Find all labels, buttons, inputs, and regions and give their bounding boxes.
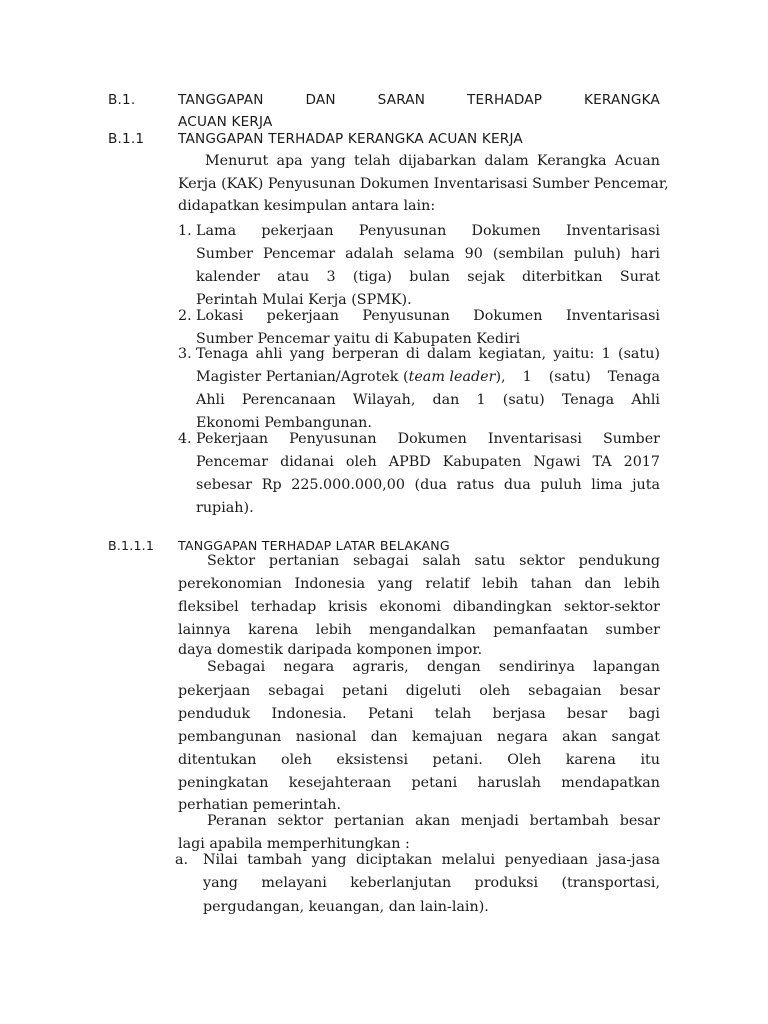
section-title-b11: TANGGAPAN TERHADAP KERANGKA ACUAN KERJA xyxy=(178,131,523,147)
paragraph-line: Menurut apa yang telah dijabarkan dalam Kerangka Acuan xyxy=(205,153,660,169)
paragraph-line: Peranan sektor pertanian akan menjadi bertambah besar xyxy=(207,813,660,829)
paragraph-line: fleksibel terhadap krisis ekonomi dibandingkan sektor-sektor xyxy=(178,599,660,615)
paragraph-line: lagi apabila memperhitungkan : xyxy=(178,836,410,852)
paragraph-line: perhatian pemerintah. xyxy=(178,797,342,813)
list-item-line: Ekonomi Pembangunan. xyxy=(196,415,372,431)
list-item-line: Lokasi pekerjaan Penyusunan Dokumen Inventarisasi xyxy=(196,308,660,324)
list-item-line: Pekerjaan Penyusunan Dokumen Inventarisasi Sumber xyxy=(196,431,660,447)
paragraph-line: didapatkan kesimpulan antara lain: xyxy=(178,198,436,214)
list-letter: a. xyxy=(175,852,189,868)
list-item-line: pergudangan, keuangan, dan lain-lain). xyxy=(203,899,489,915)
list-number: 2. xyxy=(178,308,192,324)
list-number: 4. xyxy=(178,431,192,447)
paragraph-line: Sebagai negara agraris, dengan sendirinya lapangan xyxy=(207,659,660,675)
list-item-line: Pencemar didanai oleh APBD Kabupaten Ngawi TA 2017 xyxy=(196,454,660,470)
list-item-line xyxy=(196,368,660,386)
list-item-line: yang melayani keberlanjutan produksi (transportasi, xyxy=(203,875,660,891)
list-item-line: sebesar Rp 225.000.000,00 (dua ratus dua puluh lima juta xyxy=(196,477,660,493)
paragraph-line: ditentukan oleh eksistensi petani. Oleh karena itu xyxy=(178,752,660,768)
section-number-b1: B.1. xyxy=(108,92,136,108)
paragraph-line: Sektor pertanian sebagai salah satu sektor pendukung xyxy=(207,553,660,569)
paragraph-line: pembangunan nasional dan kemajuan negara akan sangat xyxy=(178,729,660,745)
list-item-line: kalender atau 3 (tiga) bulan sejak diterbitkan Surat xyxy=(196,269,660,285)
list-item-line: rupiah). xyxy=(196,500,254,516)
section-number-b11: B.1.1 xyxy=(108,131,145,147)
paragraph-line: daya domestik daripada komponen impor. xyxy=(178,642,483,658)
list-item-line: Lama pekerjaan Penyusunan Dokumen Inventarisasi xyxy=(196,223,660,239)
list-item-line: Nilai tambah yang diciptakan melalui penyediaan jasa-jasa xyxy=(203,852,660,868)
list-item-line: Tenaga ahli yang berperan di dalam kegiatan, yaitu: 1 (satu) xyxy=(196,346,660,362)
paragraph-line: lainnya karena lebih mengandalkan pemanfaatan sumber xyxy=(178,622,660,638)
list-number: 3. xyxy=(178,346,192,362)
list-item-line: Ahli Perencanaan Wilayah, dan 1 (satu) Tenaga Ahli xyxy=(196,392,660,408)
paragraph-line: penduduk Indonesia. Petani telah berjasa besar bagi xyxy=(178,706,660,722)
paragraph-line: pekerjaan sebagai petani digeluti oleh sebagaian besar xyxy=(178,683,660,699)
paragraph-line: peningkatan kesejahteraan petani haruslah mendapatkan xyxy=(178,775,660,791)
list-item-line: Sumber Pencemar yaitu di Kabupaten Kediri xyxy=(196,331,521,347)
list-item-line: Sumber Pencemar adalah selama 90 (sembilan puluh) hari xyxy=(196,246,660,262)
list-item-line: Perintah Mulai Kerja (SPMK). xyxy=(196,292,412,308)
section-title-b111: TANGGAPAN TERHADAP LATAR BELAKANG xyxy=(178,538,450,553)
italic-term-team-leader: team leader xyxy=(408,369,496,385)
section-number-b111: B.1.1.1 xyxy=(108,538,155,553)
section-title-b1-line2: ACUAN KERJA xyxy=(178,114,273,130)
paragraph-line: perekonomian Indonesia yang relatif lebih tahan dan lebih xyxy=(178,576,660,592)
list-number: 1. xyxy=(178,223,192,239)
paragraph-line: Kerja (KAK) Penyusunan Dokumen Inventarisasi Sumber Pencemar, xyxy=(178,176,669,192)
text-segment: Magister Pertanian/Agrotek ( xyxy=(196,369,409,385)
section-title-b1-line1: TANGGAPAN DAN SARAN TERHADAP KERANGKA xyxy=(178,92,660,108)
text-segment: ), 1 (satu) Tenaga xyxy=(495,369,660,385)
